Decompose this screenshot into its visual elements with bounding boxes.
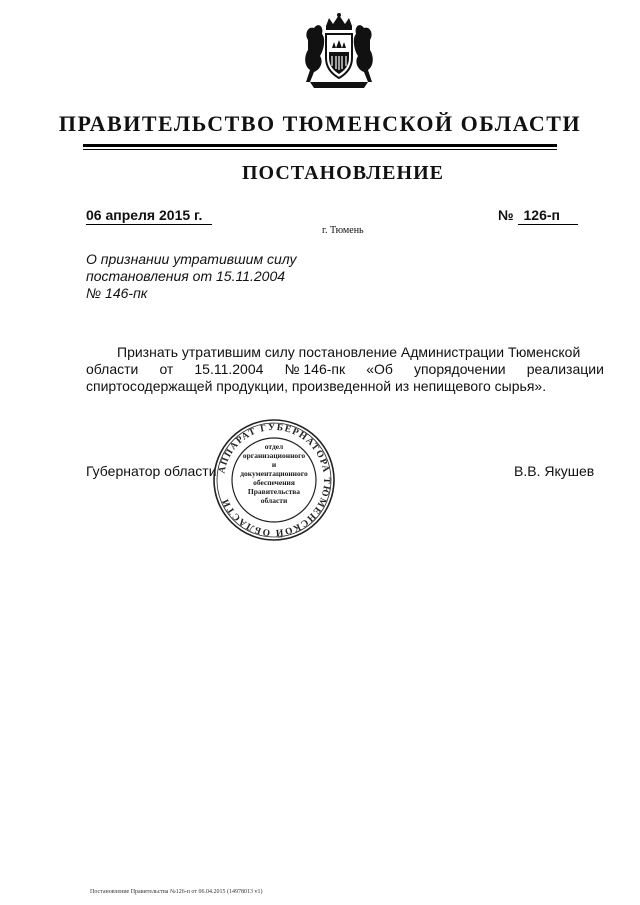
body-word: № 146-пк bbox=[284, 361, 346, 377]
document-body bbox=[86, 344, 604, 395]
document-type: ПОСТАНОВЛЕНИЕ bbox=[242, 162, 444, 184]
stamp-line: отдел bbox=[264, 442, 284, 451]
subject-line: № 146-пк bbox=[86, 285, 148, 301]
document-number-block bbox=[498, 207, 578, 225]
document-date: 06 апреля 2015 г. bbox=[86, 207, 212, 225]
stamp-line: Правительства bbox=[247, 487, 301, 496]
stamp-inner-text bbox=[238, 442, 310, 505]
body-word: упорядочении bbox=[413, 361, 506, 377]
subject-line: постановления от 15.11.2004 bbox=[86, 268, 286, 284]
body-word: от bbox=[159, 361, 174, 377]
document-subject bbox=[86, 251, 336, 302]
body-word: 15.11.2004 bbox=[194, 361, 264, 377]
stamp-line: области bbox=[260, 496, 288, 505]
coat-of-arms-icon bbox=[298, 12, 380, 92]
signature-title: Губернатор области bbox=[86, 463, 217, 479]
header-rule-thin bbox=[83, 149, 557, 150]
document-city: г. Тюмень bbox=[322, 225, 364, 236]
stamp-line: обеспечения bbox=[253, 478, 295, 487]
org-title: ПРАВИТЕЛЬСТВО ТЮМЕНСКОЙ ОБЛАСТИ bbox=[58, 111, 582, 136]
body-word: «Об bbox=[366, 361, 393, 377]
subject-line: О признании утратившим силу bbox=[86, 251, 297, 267]
body-line: Признать утратившим силу постановление Администрации Тюменской bbox=[117, 344, 581, 360]
body-word: области bbox=[86, 361, 139, 377]
document-number: 126-п bbox=[518, 207, 578, 225]
header-rule-thick bbox=[83, 144, 557, 147]
body-word: реализации bbox=[526, 361, 604, 377]
stamp-line: организационного bbox=[242, 451, 306, 460]
body-line-justified bbox=[86, 361, 604, 378]
signature-name: В.В. Якушев bbox=[514, 463, 595, 479]
body-line: спиртосодержащей продукции, произведенной из непищевого сырья». bbox=[86, 378, 547, 394]
number-label: № bbox=[498, 207, 514, 223]
stamp-line: и bbox=[271, 460, 277, 469]
stamp-line: документационного bbox=[240, 469, 308, 478]
document-footer: Постановление Правительства №126-п от 06.04.2015 (14978013 v1) bbox=[90, 889, 263, 895]
stamp-ring-text: АППАРАТ ГУБЕРНАТОРА ТЮМЕНСКОЙ ОБЛАСТИ bbox=[217, 422, 332, 538]
